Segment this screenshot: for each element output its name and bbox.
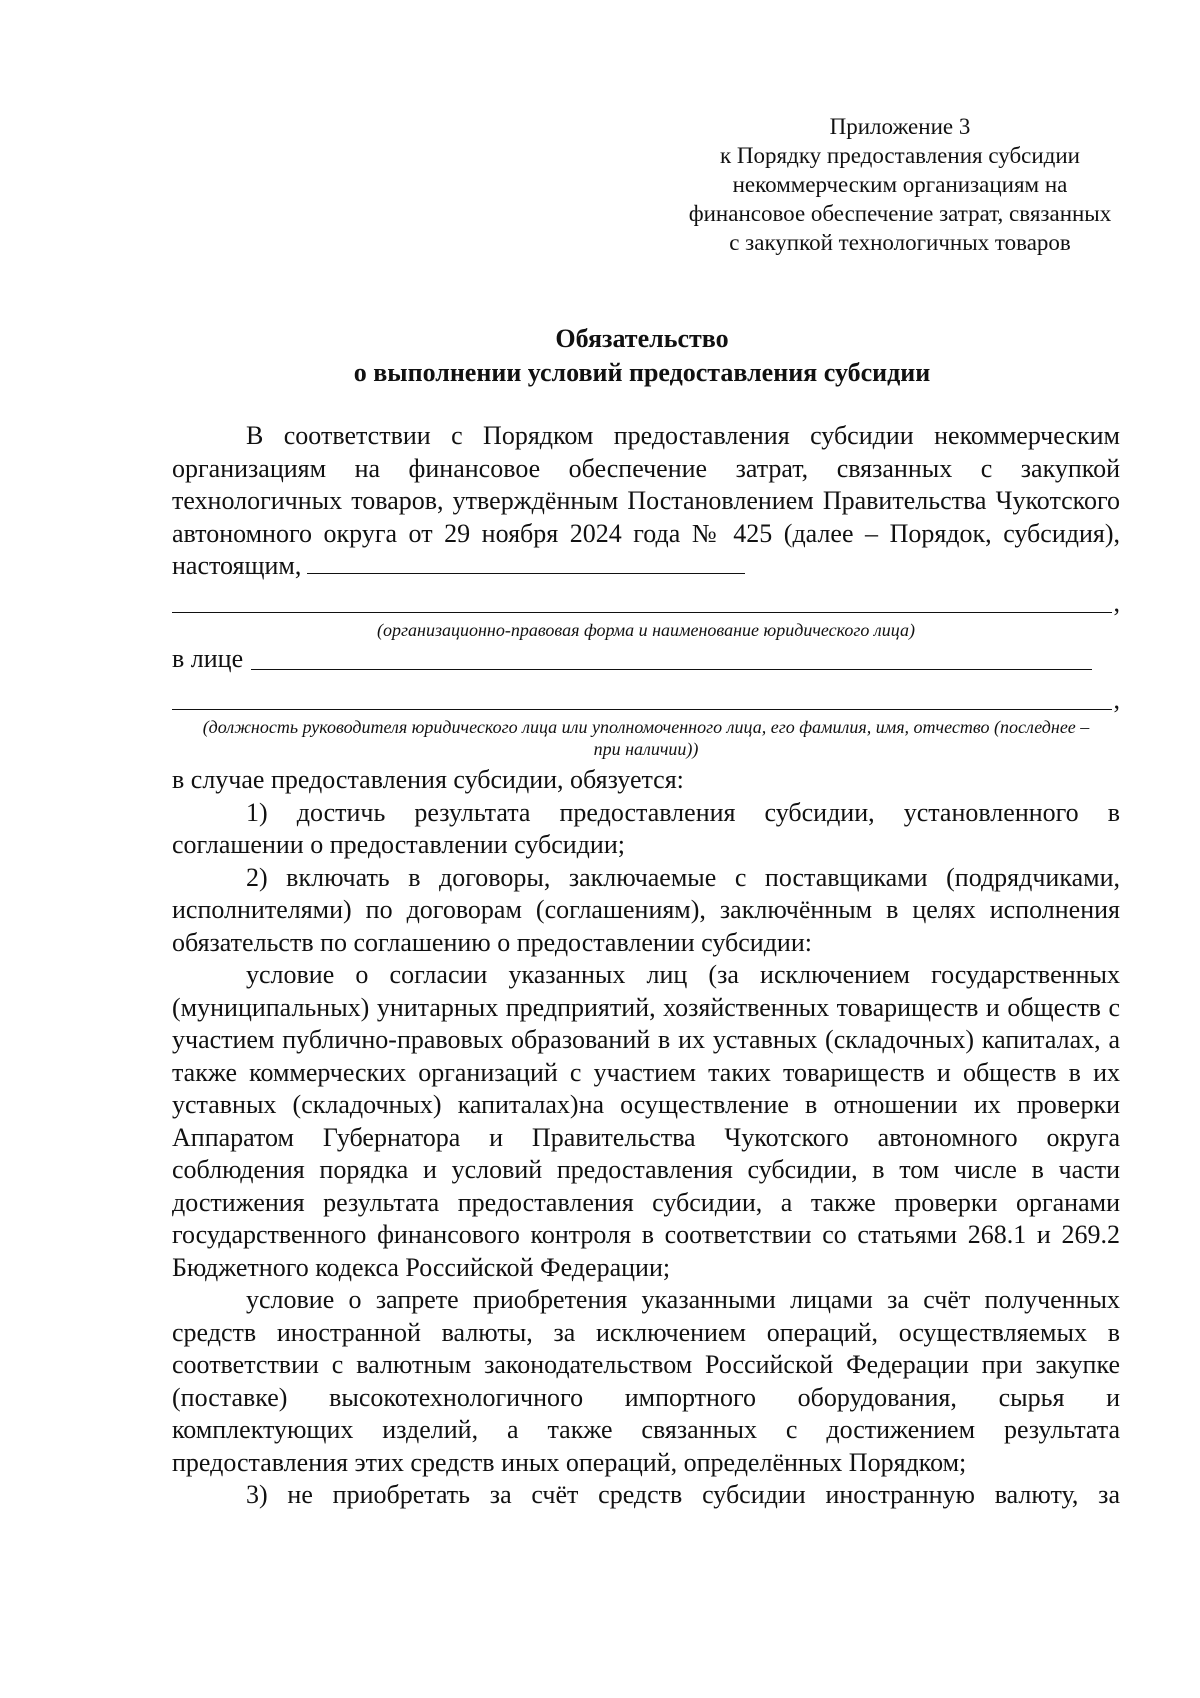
org-name-field[interactable]: [172, 611, 1112, 613]
in-person-label: в лице: [172, 644, 244, 673]
document-body: [172, 420, 1120, 1512]
obliges-line: в случае предоставления субсидии, обязуется:: [172, 765, 684, 794]
comma: ,: [1113, 684, 1120, 714]
representative-hint: (должность руководителя юридического лица или уполномоченного лица, его фамилия, имя, отчество (последнее – при наличии)): [202, 717, 1090, 759]
intro-paragraph: [172, 420, 1120, 583]
intro-block: [172, 420, 1120, 583]
representative-line-row: [172, 684, 1120, 717]
org-name-line-row: [172, 587, 1120, 620]
title-line-2: о выполнении условий предоставления субсидии: [353, 358, 931, 387]
item-2: 2) включать в договоры, заключаемые с поставщиками (подрядчиками, исполнителями) по договорам (соглашениям), заключённым в целях исполнения обязательств по соглашению о предоставлении субсидии:: [172, 862, 1120, 957]
condition-2: условие о запрете приобретения указанными лицами за счёт полученных средств иностранной валюты, за исключением операций, осуществляемых в соответствии с валютным законодательством Российской Федерации при закупке (поставке) высокотехнологичного импортного оборудования, сырья и комплектующих изделий, а также связанных с достижением результата предоставления этих средств иных операций, определённых Порядком;: [172, 1285, 1120, 1477]
title-line-1: Обязательство: [555, 324, 729, 353]
appendix-line: некоммерческим организациям на: [732, 172, 1068, 197]
intro-text: В соответствии с Порядком предоставления субсидии некоммерческим организациям на финансовое обеспечение затрат, связанных с закупкой технологичных товаров, утверждённым Постановлением Правительства Чукотского автономного округа от 29 ноября 2024 года № 425 (далее – Порядок, субсидия), настоящим,: [172, 421, 1120, 580]
item-3: 3) не приобретать за счёт средств субсидии иностранную валюту, за: [246, 1480, 1120, 1509]
document-title: [172, 322, 1112, 390]
org-name-inline-blank[interactable]: [307, 551, 745, 574]
org-name-hint: (организационно-правовая форма и наименование юридического лица): [377, 620, 915, 640]
appendix-header: [660, 112, 1140, 257]
comma: ,: [1113, 587, 1120, 617]
representative-field-continued[interactable]: [172, 708, 1112, 710]
appendix-line: финансовое обеспечение затрат, связанных: [688, 201, 1112, 226]
representative-row: [172, 643, 1120, 676]
appendix-line: к Порядку предоставления субсидии: [720, 143, 1080, 168]
appendix-line: Приложение 3: [829, 114, 971, 139]
appendix-line: с закупкой технологичных товаров: [729, 230, 1071, 255]
item-1: 1) достичь результата предоставления субсидии, установленного в соглашении о предоставлении субсидии;: [172, 797, 1120, 859]
representative-field[interactable]: [251, 668, 1092, 670]
condition-1: условие о согласии указанных лиц (за исключением государственных (муниципальных) унитарных предприятий, хозяйственных товариществ и обществ с участием публично-правовых образований в их уставных (складочных) капиталах, а также коммерческих организаций с участием таких товариществ и обществ в их уставных (складочных) капиталах)на осуществление в отношении их проверки Аппаратом Губернатора и Правительства Чукотского автономного округа соблюдения порядка и условий предоставления субсидии, в том числе в части достижения результата предоставления субсидии, а также проверки органами государственного финансового контроля в соответствии со статьями 268.1 и 269.2 Бюджетного кодекса Российской Федерации;: [172, 960, 1120, 1282]
